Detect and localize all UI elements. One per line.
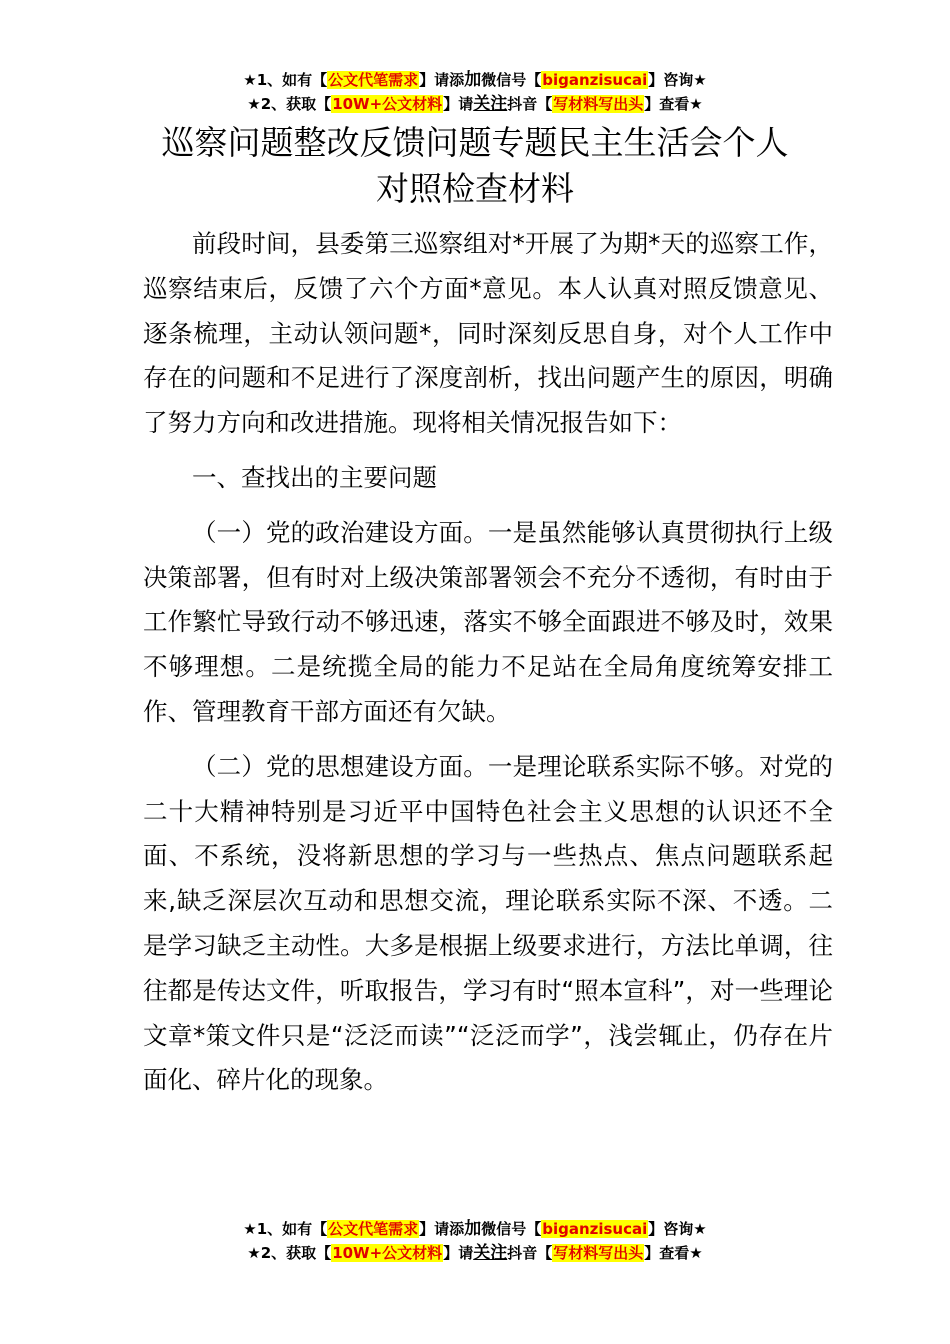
document-body <box>143 222 833 1103</box>
promo-text: 】请添 <box>419 71 465 89</box>
promo-line-1 <box>0 68 950 92</box>
promo-text: 】查看★ <box>644 1244 703 1262</box>
promo-text: 抖音【 <box>507 1244 553 1262</box>
promo-douyin-id: 写材料写出头 <box>553 95 644 113</box>
promo-highlight: 10W+公文材料 <box>332 1244 443 1262</box>
promo-line-2 <box>0 92 950 116</box>
promo-text: ★2、获取【 <box>247 95 332 113</box>
promo-text: 】请 <box>443 95 474 113</box>
promo-text: 】请添 <box>419 1220 465 1238</box>
promo-highlight: 公文代笔需求 <box>328 1220 419 1238</box>
body-paragraph-ideological: （二）党的思想建设方面。一是理论联系实际不够。对党的二十大精神特别是习近平中国特色社会主义思想的认识还不全面、不系统，没将新思想的学习与一些热点、焦点问题联系起来,缺乏深层次互动和思想交流，理论联系实际不深、不透。二是学习缺乏主动性。大多是根据上级要求进行，方法比单调，往往都是传达文件，听取报告，学习有时“照本宣科”，对一些理论文章*策文件只是“泛泛而读”“泛泛而学”，浅尝辄止，仍存在片面化、碎片化的现象。 <box>143 751 833 1095</box>
promo-text: ★2、获取【 <box>247 1244 332 1262</box>
title-line-2: 对照检查材料 <box>376 169 574 208</box>
promo-banner-top <box>0 68 950 116</box>
promo-emphasis: 加 <box>464 1219 482 1239</box>
promo-wechat-id: biganzisucai <box>542 1220 648 1238</box>
promo-text: 微信号【 <box>481 1220 542 1238</box>
promo-text: 微信号【 <box>481 71 542 89</box>
promo-text: 】咨询★ <box>648 1220 707 1238</box>
promo-wechat-id: biganzisucai <box>542 71 648 89</box>
intro-paragraph: 前段时间，县委第三巡察组对*开展了为期*天的巡察工作，巡察结束后，反馈了六个方面*意见。本人认真对照反馈意见、逐条梳理，主动认领问题*，同时深刻反思自身，对个人工作中存在的问题和不足进行了深度剖析，找出问题产生的原因，明确了努力方向和改进措施。现将相关情况报告如下： <box>143 229 833 438</box>
promo-highlight: 公文代笔需求 <box>328 71 419 89</box>
promo-text: ★1、如有【 <box>243 71 328 89</box>
promo-emphasis: 加 <box>464 70 482 90</box>
promo-text: 抖音【 <box>507 95 553 113</box>
promo-line-1 <box>0 1217 950 1241</box>
promo-text: ★1、如有【 <box>243 1220 328 1238</box>
title-line-1: 巡察问题整改反馈问题专题民主生活会个人 <box>161 123 789 162</box>
promo-banner-bottom <box>0 1217 950 1265</box>
promo-emphasis: 关注 <box>473 94 508 114</box>
promo-text: 】咨询★ <box>648 71 707 89</box>
promo-highlight: 10W+公文材料 <box>332 95 443 113</box>
promo-douyin-id: 写材料写出头 <box>553 1244 644 1262</box>
promo-text: 】请 <box>443 1244 474 1262</box>
promo-line-2 <box>0 1241 950 1265</box>
promo-emphasis: 关注 <box>473 1243 508 1263</box>
document-title <box>100 120 850 212</box>
body-paragraph-political: （一）党的政治建设方面。一是虽然能够认真贯彻执行上级决策部署，但有时对上级决策部署领会不充分不透彻，有时由于工作繁忙导致行动不够迅速，落实不够全面跟进不够及时，效果不够理想。二是统揽全局的能力不足站在全局角度统筹安排工作、管理教育干部方面还有欠缺。 <box>143 517 833 726</box>
section-heading: 一、查找出的主要问题 <box>192 462 437 492</box>
promo-text: 】查看★ <box>644 95 703 113</box>
